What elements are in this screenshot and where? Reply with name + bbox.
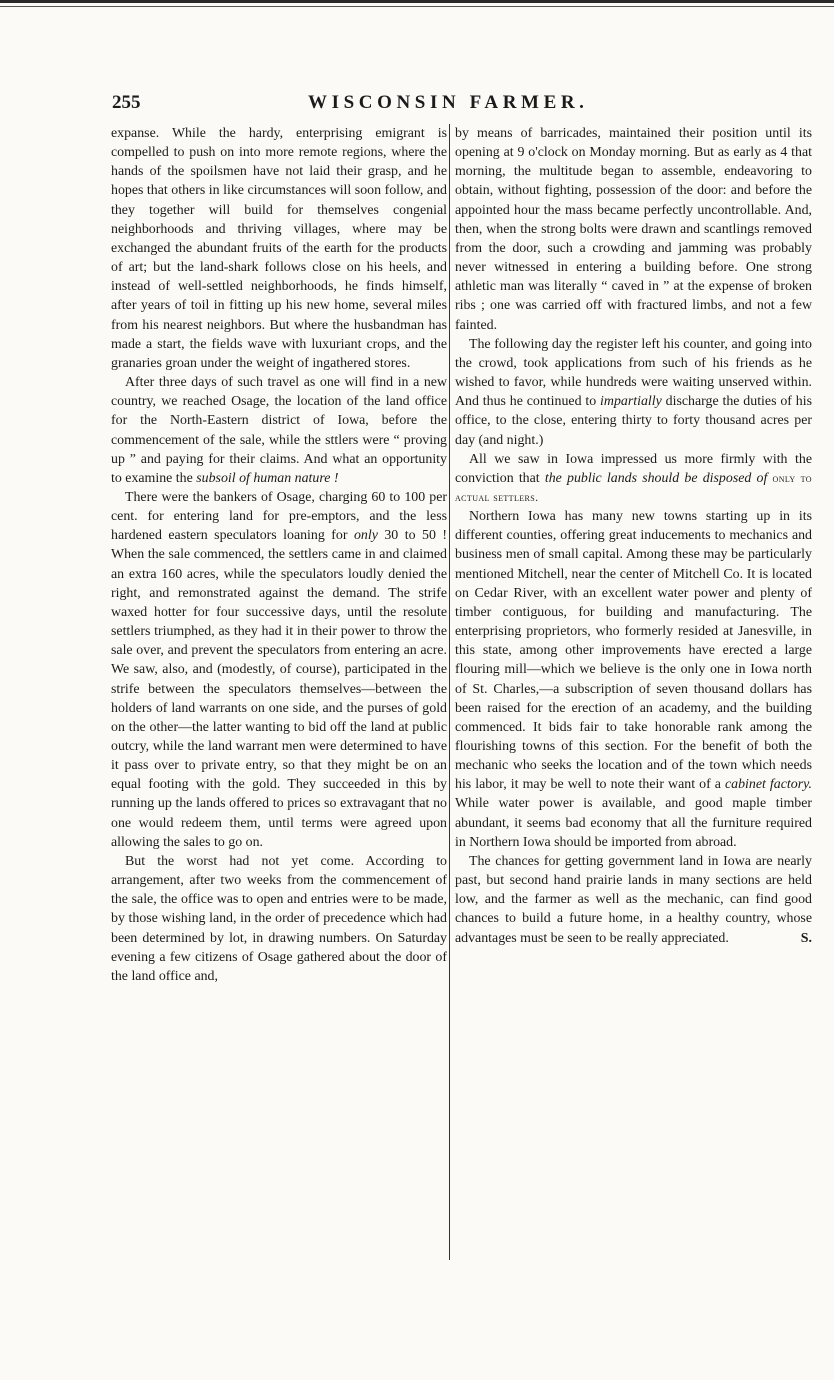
running-head (112, 92, 812, 116)
column-divider (449, 124, 450, 1260)
italic-phrase: subsoil of human nature ! (196, 470, 339, 486)
right-column (455, 124, 812, 948)
italic-phrase: the public lands should be disposed of (544, 470, 768, 486)
italic-phrase: cabinet factory. (724, 777, 812, 793)
small-caps-phrase: only to actual settlers. (455, 470, 812, 504)
paragraph: There were the bankers of Osage, charging 60 to 100 per cent. for entering land for pre-emptors, and the less hardened eastern speculators loaning for only 30 to 50 ! When the sale commenced, the settlers came in and claimed an extra 160 acres, while the speculators loudly denied the right, and remonstrated against the demand. The strife waxed hotter for four successive days, until the resolute settlers triumphed, as they had it in their power to throw the sale over, and prevent the speculators from entering an acre. We saw, also, and (modestly, of course), participated in the strife between the speculators themselves—between the holders of land warrants on one side, and the purses of gold on the other—the latter wanting to bid off the land at public outcry, while the land warrant men were determined to have it pass over to private entry, so that they might be on an equal footing with the gold. They succeeded in this by running up the lands offered to prices so extravagant that no one would redeem them, until terms were agreed upon allowing the sales to go on. (111, 489, 447, 850)
italic-phrase: only (353, 528, 378, 544)
paragraph: The following day the register left his counter, and going into the crowd, took applications from such of his friends as he wished to favor, while hundreds were waiting unserved within. And thus he continued to impartially discharge the duties of his office, to the close, entering thirty to forty thousand acres per day (and night.) (455, 336, 812, 448)
signature: S. (800, 930, 812, 946)
paragraph: The chances for getting government land in Iowa are nearly past, but second hand prairie lands in many sections are held low, and the farmer as well as the mechanic, can find good chances to build a future home, in a healthy country, whose advantages must be seen to be really appreciated. S. (455, 852, 812, 948)
paragraph: by means of barricades, maintained their position until its opening at 9 o'clock on Monday morning. But as early as 4 that morning, the multitude began to assemble, endeavoring to obtain, without fighting, possession of the door: and before the appointed hour the mass became perfectly uncontrollable. And, then, when the strong bolts were drawn and scantlings removed from the door, such a crowding and jamming was probably never witnessed in entering a building before. One strong athletic man was literally “ caved in ” at the expense of broken ribs ; one was carried off with fractured limbs, and not a few fainted. (455, 126, 812, 333)
paragraph: All we saw in Iowa impressed us more firmly with the conviction that the public lands should be disposed of only to actual settlers. (455, 451, 812, 504)
paragraph: Northern Iowa has many new towns starting up in its different counties, offering great inducements to mechanics and business men of small capital. Among these may be particularly mentioned Mitchell, near the center of Mitchell Co. It is located on Cedar River, with an excellent water power and plenty of timber contiguous, for building and manufacturing. The enterprising proprietors, who formerly resided at Janesville, in this state, among other improvements have erected a large flouring mill—which we believe is the only one in Iowa north of St. Charles,—a subscription of seven thousand dollars has been raised for the erection of an academy, and the building commenced. It bids fair to take honorable rank among the flourishing towns of this section. For the benefit of both the mechanic who seeks the location and of the town which needs his labor, it may be well to note their want of a cabinet factory. While water power is available, and good maple timber abundant, it seems bad economy that all the furniture required in Northern Iowa should be imported from abroad. (455, 509, 812, 850)
paragraph: After three days of such travel as one will find in a new country, we reached Osage, the location of the land office for the North-Eastern district of Iowa, before the commencement of the sale, while the sttlers were “ proving up ” and paying for their claims. And what an opportunity to examine the subsoil of human nature ! (111, 375, 447, 486)
journal-title: WISCONSIN FARMER. (308, 92, 589, 113)
top-border-rule (0, 0, 834, 10)
left-column (111, 124, 447, 986)
paragraph: expanse. While the hardy, enterprising emigrant is compelled to push on into more remote regions, where the hands of the spoilsmen have not laid their grasp, and he hopes that others in like circumstances will soon follow, and they together will build for themselves congenial neighborhoods and thriving villages, where may be exchanged the abundant fruits of the earth for the products of art; but the land-shark follows close on his heels, and instead of well-settled neighborhoods, he finds himself, after years of toil in fitting up his new home, several miles from his nearest neighbors. But where the husbandman has made a start, the fields wave with luxuriant crops, and the granaries groan under the weight of ingathered stores. (111, 126, 447, 371)
page-number: 255 (112, 92, 141, 113)
italic-phrase: impartially (600, 394, 662, 410)
paragraph: But the worst had not yet come. According to arrangement, after two weeks from the commencement of the sale, the office was to open and entries were to be made, by those wishing land, in the order of precedence which had been determined by lot, in drawing numbers. On Saturday evening a few citizens of Osage gathered about the door of the land office and, (111, 853, 447, 984)
